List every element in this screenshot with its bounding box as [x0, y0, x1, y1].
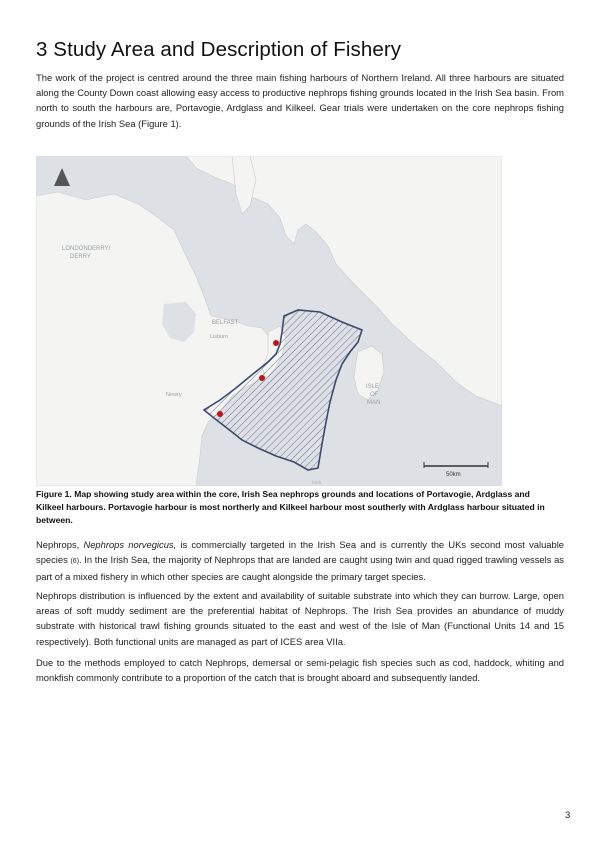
harbour-marker-ardglass: [259, 375, 265, 381]
map-label-londonderry: LONDONDERRY/: [62, 246, 111, 252]
map-label-man: MAN: [367, 400, 381, 406]
map-label-derry: DERRY: [70, 254, 91, 260]
study-area-map: [36, 156, 502, 486]
map-label-newry: Newry: [166, 392, 182, 398]
methods-paragraph: Due to the methods employed to catch Nephrops, demersal or semi-pelagic fish species such as cod, haddock, whiting and monkfish commonly contribute to a proportion of the catch that is brought aboard and subsequently landed.: [36, 657, 564, 684]
section-heading: 3 Study Area and Description of Fishery: [36, 38, 402, 61]
nephrops-text-part3: . In the Irish Sea, the majority of Nephrops that are landed are caught using twin and quad rigged trawling vessels as part of a mixed fishery in which other species are caught alongside the primary target species.: [36, 554, 564, 583]
distribution-paragraph: Nephrops distribution is influenced by the extent and availability of suitable substrate into which they can burrow. Large, open areas of soft muddy sediment are the preferential habitat of Nephrops. The Irish Sea provides an abundance of muddy substrate with historical trawl fishing grounds situated to the east and west of the Isle of Man (Functional Units 14 and 15 respectively). Both functional units are managed as part of ICES area VIIa.: [36, 590, 564, 647]
figure-caption: Figure 1. Map showing study area within the core, Irish Sea nephrops grounds and locations of Portavogie, Ardglass and Kilkeel harbours. Portavogie harbour is most northerly and Kilkeel harbour most southerly with Ardglass harbour situated in between.: [36, 489, 545, 526]
page-number: 3: [565, 810, 571, 821]
scale-bar-label: 50km: [446, 472, 461, 478]
harbour-marker-portavogie: [273, 340, 279, 346]
intro-paragraph: The work of the project is centred around the three main fishing harbours of Northern Ireland. All three harbours are situated along the County Down coast allowing easy access to productive nephrops fishing grounds located in the Irish Sea basin. From north to south the harbours are, Portavogie, Ardglass and Kilkeel. Gear trials were undertaken on the core nephrops fishing grounds of the Irish Sea (Figure 1).: [36, 72, 564, 129]
harbour-marker-kilkeel: [217, 411, 223, 417]
map-label-belfast: BELFAST: [212, 320, 239, 326]
nephrops-text-part1: Nephrops,: [36, 539, 84, 550]
reference-marker: (6): [70, 558, 80, 566]
nephrops-text-part2: is commercially targeted in the Irish Sea and is currently the UKs second most valuable species: [36, 539, 565, 566]
map-label-isle: ISLE: [366, 384, 380, 390]
nephrops-paragraph: [36, 537, 564, 585]
species-name: Nephrops norvegicus,: [83, 539, 177, 550]
map-label-lisburn: Lisburn: [210, 334, 229, 340]
map-label-of: OF: [370, 392, 379, 398]
map-attribution: Irish: [312, 480, 322, 486]
